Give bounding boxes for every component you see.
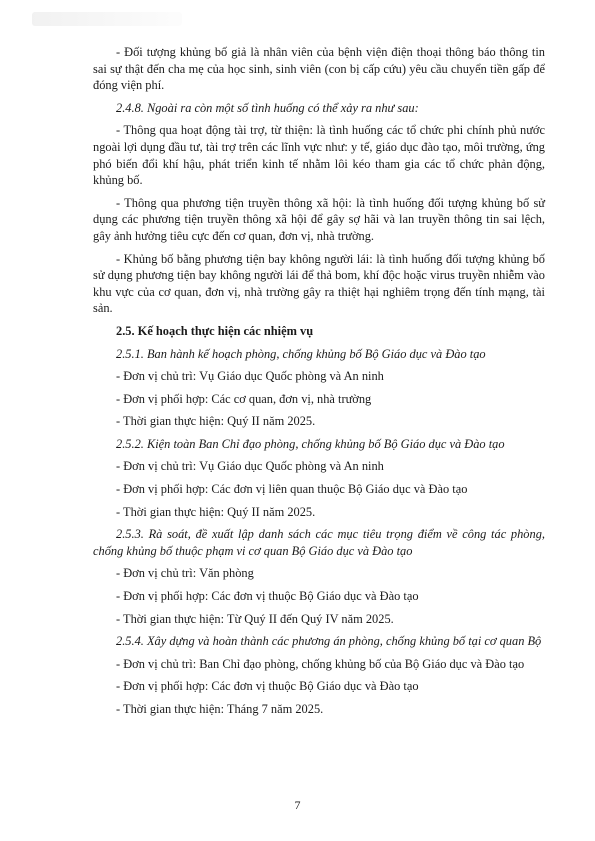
list-item: - Thời gian thực hiện: Quý II năm 2025. [116, 414, 316, 429]
scan-artifact [32, 12, 182, 26]
list-item: - Đơn vị chủ trì: Vụ Giáo dục Quốc phòng và An ninh [116, 369, 384, 384]
list-item: - Đơn vị phối hợp: Các đơn vị thuộc Bộ Giáo dục và Đào tạo [116, 589, 419, 604]
paragraph: - Thông qua phương tiện truyền thông xã hội: là tình huống đối tượng khủng bố sử dụng các phương tiện truyền thông xã hội để gây sợ hãi và lan truyền thông tin sai lệch, gây ảnh hưởng tiêu cực đến cơ quan, đơn vị, nhà trường. [93, 195, 545, 243]
list-item: - Thời gian thực hiện: Quý II năm 2025. [116, 504, 316, 519]
list-item: - Đơn vị phối hợp: Các đơn vị thuộc Bộ Giáo dục và Đào tạo [116, 679, 419, 694]
page-number: 7 [294, 798, 301, 812]
list-item: - Thời gian thực hiện: Tháng 7 năm 2025. [116, 702, 324, 716]
paragraph: - Khủng bố bằng phương tiện bay không người lái: là tình huống đối tượng khủng bố sử dụng phương tiện bay không người lái để thả bom, khí độc hoặc virus truyền nhiễm vào khu vực của cơ quan, đơn vị, nhà trường gây ra thiệt hại nghiêm trọng đến tính mạng, tài sản. [93, 251, 545, 316]
list-item: - Đơn vị chủ trì: Vụ Giáo dục Quốc phòng và An ninh [116, 459, 384, 474]
page-body [93, 44, 545, 724]
section-heading-2-4-8: 2.4.8. Ngoài ra còn một số tình huống có thể xảy ra như sau: [116, 100, 419, 115]
subsection-heading-2-5-1: 2.5.1. Ban hành kế hoạch phòng, chống khủng bố Bộ Giáo dục và Đào tạo [116, 346, 486, 361]
section-heading-2-5: 2.5. Kế hoạch thực hiện các nhiệm vụ [116, 323, 314, 338]
paragraph: - Đối tượng khủng bố giả là nhân viên của bệnh viện điện thoại thông báo thông tin sai sự thật đến cha mẹ của học sinh, sinh viên (con bị cấp cứu) yêu cầu chuyển tiền gấp để đóng viện phí. [93, 45, 545, 93]
subsection-heading-2-5-3: 2.5.3. Rà soát, đề xuất lập danh sách các mục tiêu trọng điểm về công tác phòng, chống khủng bố thuộc phạm vi cơ quan Bộ Giáo dục và Đào tạo [93, 527, 545, 558]
list-item: - Thời gian thực hiện: Từ Quý II đến Quý IV năm 2025. [116, 611, 394, 626]
list-item: - Đơn vị chủ trì: Ban Chỉ đạo phòng, chống khủng bố của Bộ Giáo dục và Đào tạo [116, 656, 525, 671]
subsection-heading-2-5-2: 2.5.2. Kiện toàn Ban Chỉ đạo phòng, chống khủng bố Bộ Giáo dục và Đào tạo [116, 436, 505, 451]
list-item: - Đơn vị phối hợp: Các đơn vị liên quan thuộc Bộ Giáo dục và Đào tạo [116, 482, 468, 497]
list-item: - Đơn vị phối hợp: Các cơ quan, đơn vị, nhà trường [116, 391, 372, 406]
subsection-heading-2-5-4: 2.5.4. Xây dựng và hoàn thành các phương án phòng, chống khủng bố tại cơ quan Bộ [116, 634, 542, 649]
list-item: - Đơn vị chủ trì: Văn phòng [116, 566, 254, 581]
paragraph: - Thông qua hoạt động tài trợ, từ thiện: là tình huống các tổ chức phi chính phủ nước ngoài lợi dụng đầu tư, tài trợ trên các lĩnh vực như: y tế, giáo dục đào tạo, môi trường, ứng phó biến đổi khí hậu, phát triển kinh tế nhằm lôi kéo tham gia các tổ chức phản động, khủng bố. [93, 123, 545, 188]
